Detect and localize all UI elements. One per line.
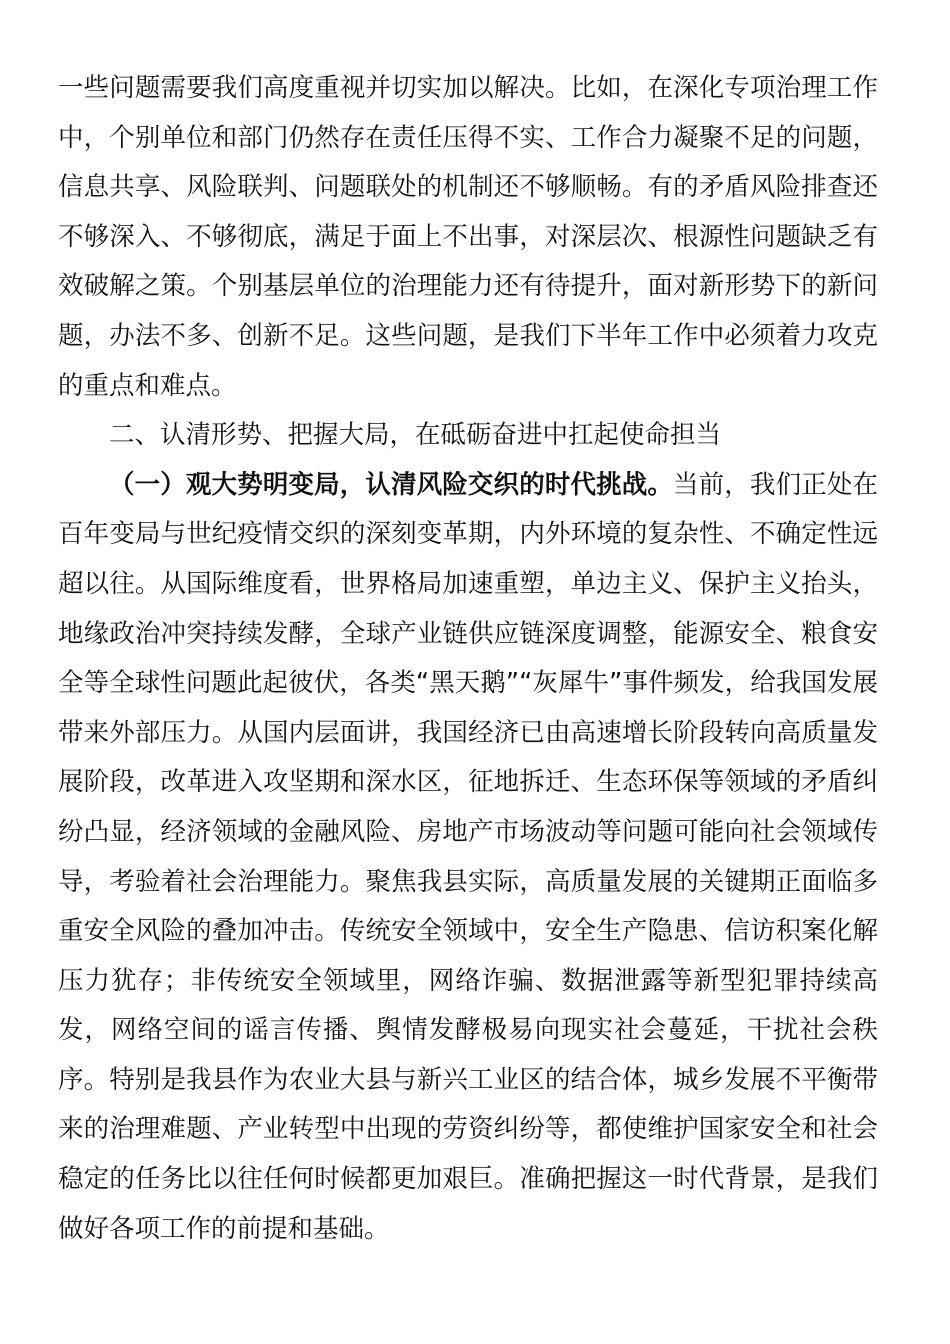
body-paragraph-subsection [58,461,878,1255]
subsection-lead-bold: （一）观大势明变局，认清风险交织的时代挑战。 [109,469,674,500]
subsection-body-text: 当前，我们正处在百年变局与世纪疫情交织的深刻变革期，内外环境的复杂性、不确定性远超以往。从国际维度看，世界格局加速重塑，单边主义、保护主义抬头，地缘政治冲突持续发酵，全球产业链供应链深度调整，能源安全、粮食安全等全球性问题此起彼伏，各类“黑天鹅”“灰犀牛”事件频发，给我国发展带来外部压力。从国内层面讲，我国经济已由高速增长阶段转向高质量发展阶段，改革进入攻坚期和深水区，征地拆迁、生态环保等领域的矛盾纠纷凸显，经济领域的金融风险、房地产市场波动等问题可能向社会领域传导，考验着社会治理能力。聚焦我县实际，高质量发展的关键期正面临多重安全风险的叠加冲击。传统安全领域中，安全生产隐患、信访积案化解压力犹存；非传统安全领域里，网络诈骗、数据泄露等新型犯罪持续高发，网络空间的谣言传播、舆情发酵极易向现实社会蔓延，干扰社会秩序。特别是我县作为农业大县与新兴工业区的结合体，城乡发展不平衡带来的治理难题、产业转型中出现的劳资纠纷等，都使维护国家安全和社会稳定的任务比以往任何时候都更加艰巨。准确把握这一时代背景，是我们做好各项工作的前提和基础。 [58,469,878,1244]
body-paragraph-continued: 一些问题需要我们高度重视并切实加以解决。比如，在深化专项治理工作中，个别单位和部门仍然存在责任压得不实、工作合力凝聚不足的问题，信息共享、风险联判、问题联处的机制还不够顺畅。有的矛盾风险排查还不够深入、不够彻底，满足于面上不出事，对深层次、根源性问题缺乏有效破解之策。个别基层单位的治理能力还有待提升，面对新形势下的新问题，办法不多、创新不足。这些问题，是我们下半年工作中必须着力攻克的重点和难点。 [58,73,878,401]
document-page [58,64,878,1254]
section-heading: 二、认清形势、把握大局，在砥砺奋进中扛起使命担当 [109,420,722,451]
